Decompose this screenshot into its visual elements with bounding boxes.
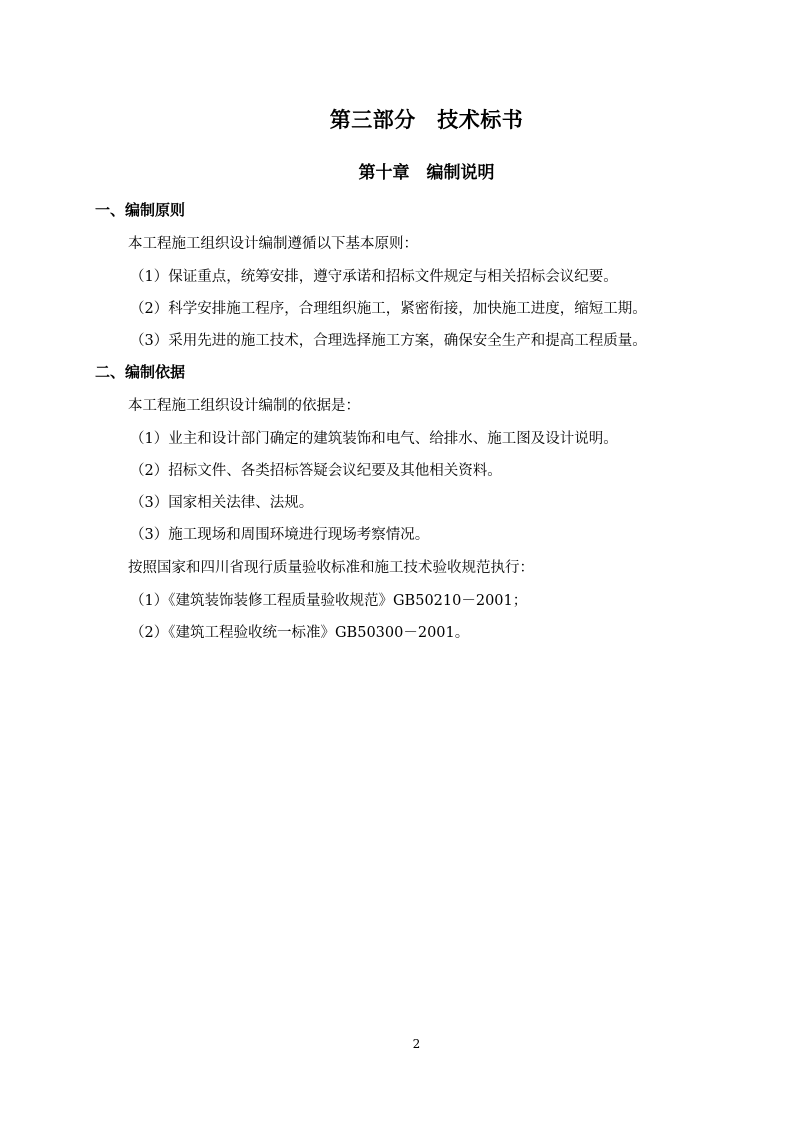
section-heading-principles: 一、编制原则 [95, 201, 186, 219]
chapter-title: 第十章 编制说明 [358, 163, 495, 183]
principles-item-1: （1）保证重点，统筹安排，遵守承诺和招标文件规定与相关招标会议纪要。 [130, 269, 618, 285]
basis-item-1: （1）业主和设计部门确定的建筑装饰和电气、给排水、施工图及设计说明。 [130, 431, 618, 447]
basis-intro: 本工程施工组织设计编制的依据是： [128, 398, 360, 414]
principles-intro: 本工程施工组织设计编制遵循以下基本原则： [128, 236, 418, 252]
basis-item-3: （3）国家相关法律、法规。 [130, 495, 314, 511]
basis-item-4: （3）施工现场和周围环境进行现场考察情况。 [130, 527, 430, 543]
part-title: 第三部分 技术标书 [329, 108, 524, 132]
standard-item-2: （2）《建筑工程验收统一标准》GB50300－2001。 [130, 625, 470, 641]
basis-item-2: （2）招标文件、各类招标答疑会议纪要及其他相关资料。 [130, 463, 502, 479]
section-heading-basis: 二、编制依据 [95, 363, 186, 381]
standard-item-1: （1）《建筑装饰装修工程质量验收规范》GB50210－2001； [130, 593, 528, 609]
principles-item-2: （2）科学安排施工程序，合理组织施工，紧密衔接，加快施工进度，缩短工期。 [130, 301, 647, 317]
principles-item-3: （3）采用先进的施工技术，合理选择施工方案，确保安全生产和提高工程质量。 [130, 333, 647, 349]
standards-intro: 按照国家和四川省现行质量验收标准和施工技术验收规范执行： [128, 560, 534, 576]
page-number: 2 [412, 1037, 421, 1051]
